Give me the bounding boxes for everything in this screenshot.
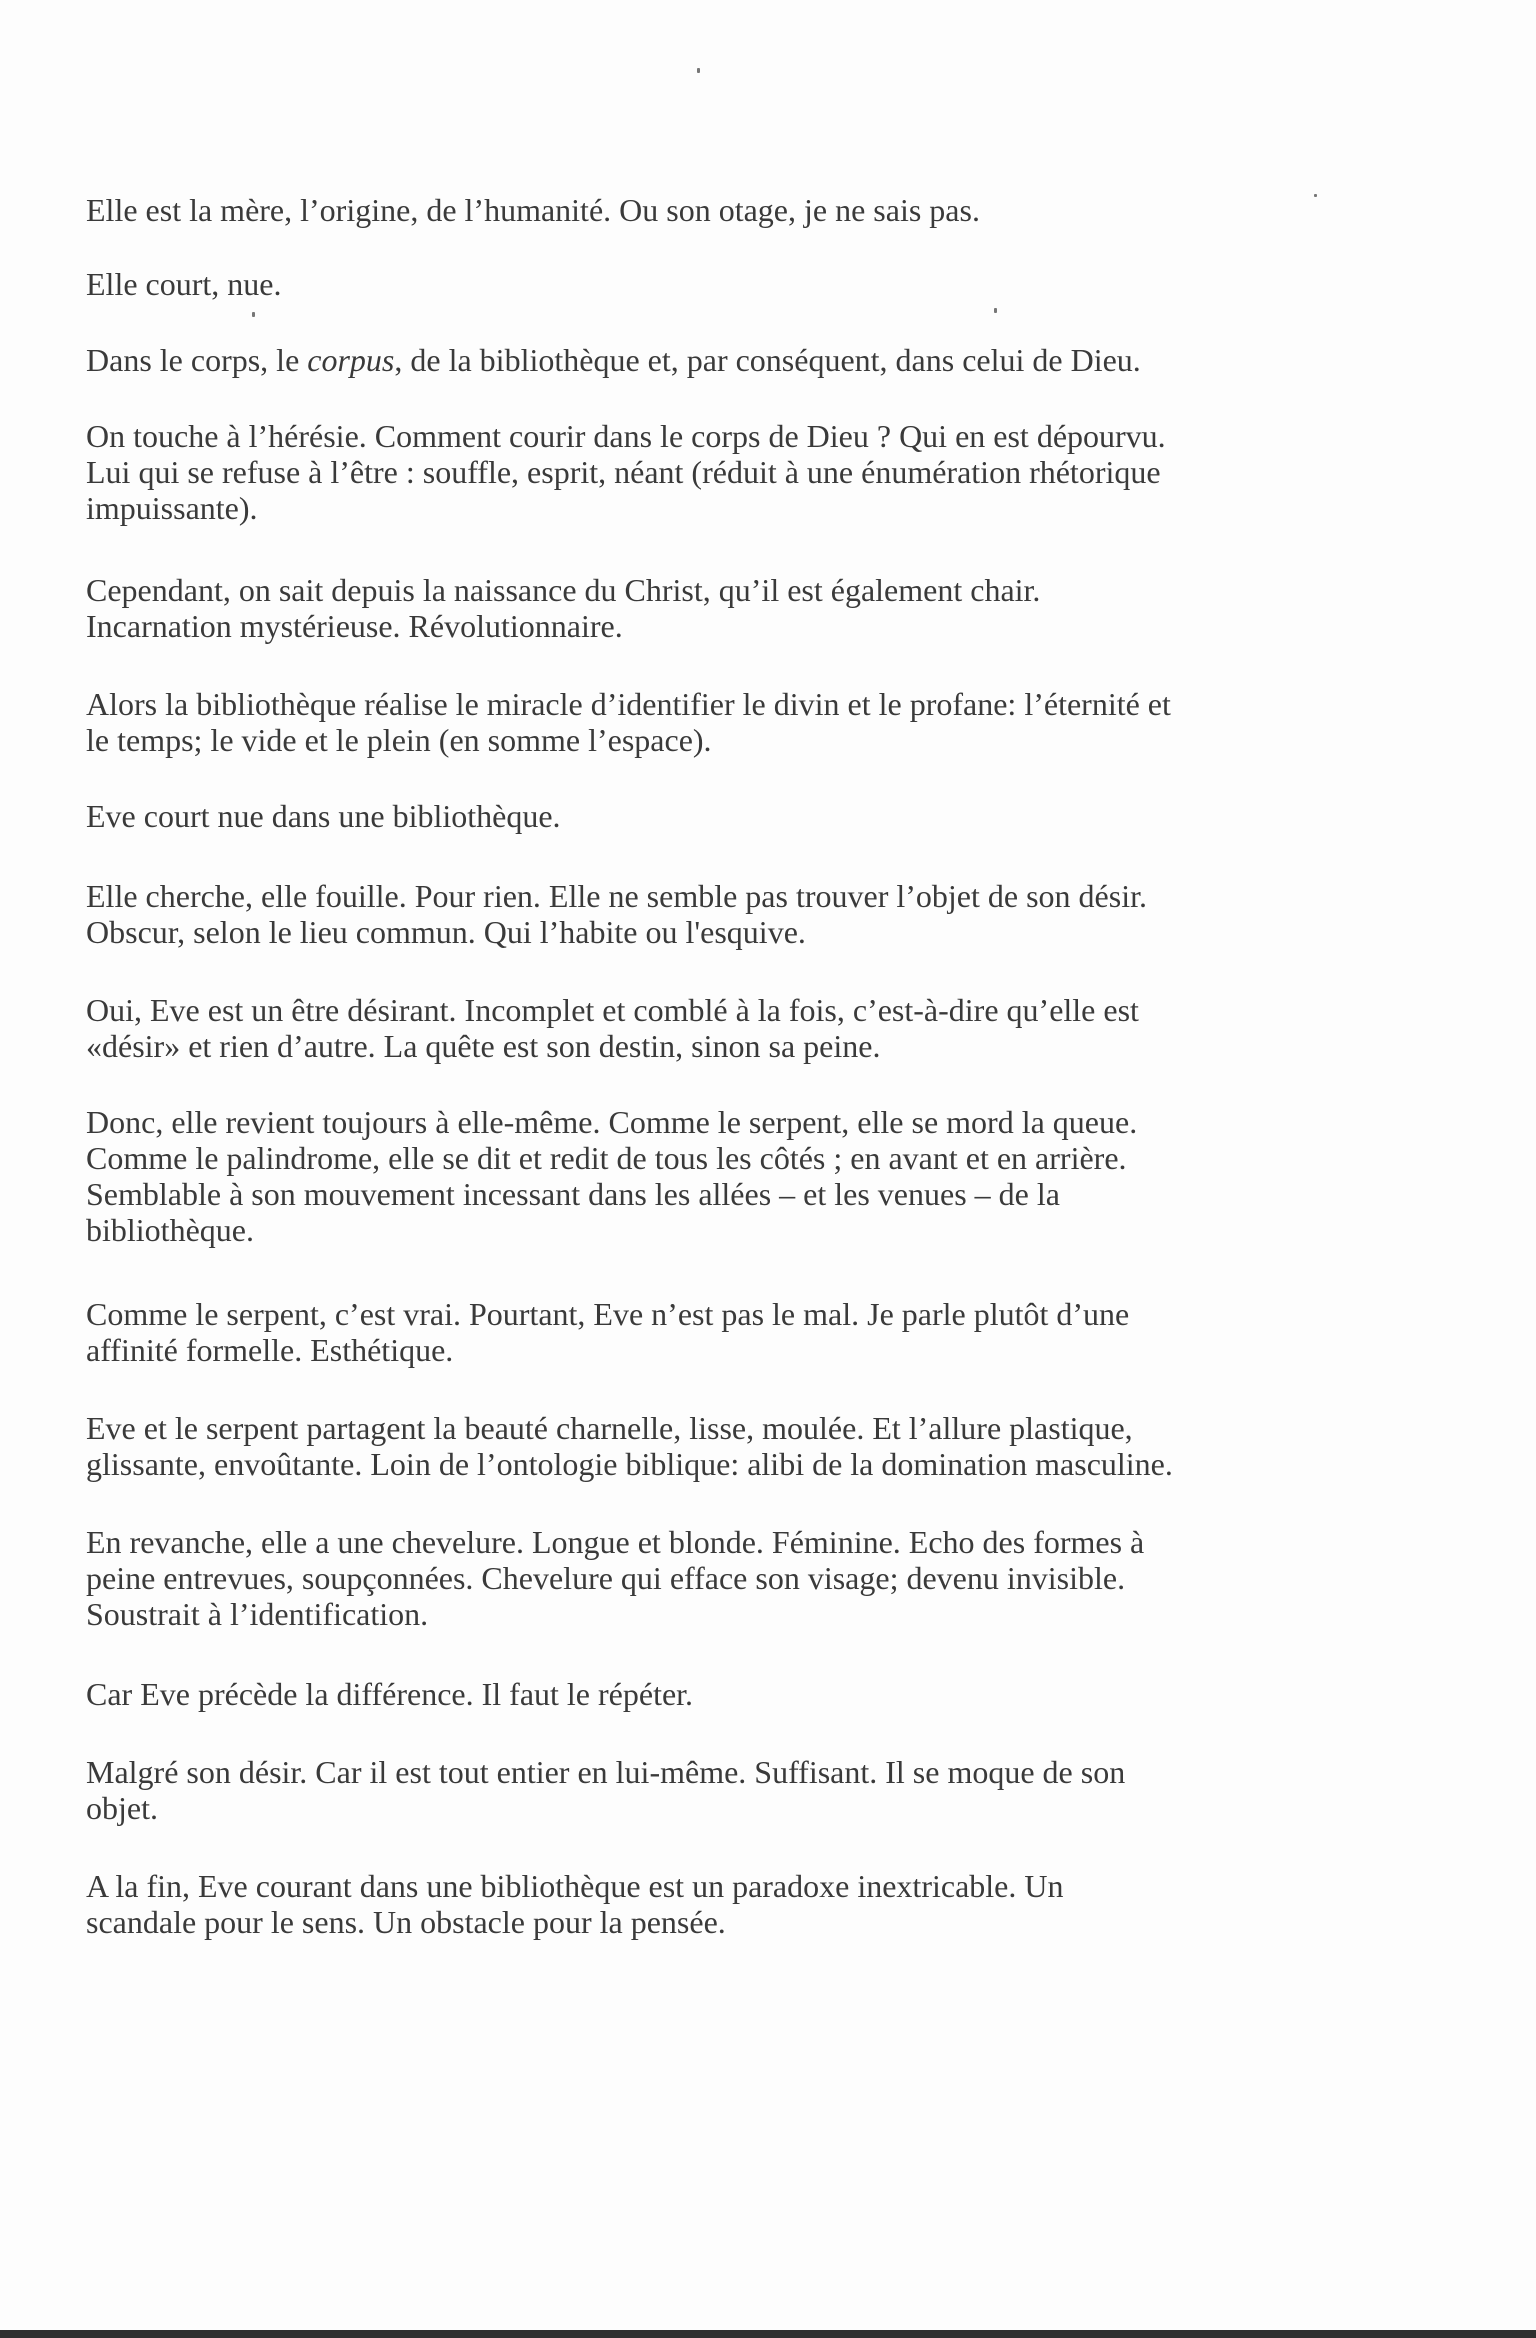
text-line: Obscur, selon le lieu commun. Qui l’habite ou l'esquive. xyxy=(86,914,806,950)
text-line: Car Eve précède la différence. Il faut le répéter. xyxy=(86,1676,694,1712)
text-line: Cependant, on sait depuis la naissance du Christ, qu’il est également chair. xyxy=(86,572,1041,608)
text-line: Malgré son désir. Car il est tout entier en lui-même. Suffisant. Il se moque de son xyxy=(86,1754,1126,1790)
text-line: Oui, Eve est un être désirant. Incomplet et comblé à la fois, c’est-à-dire qu’elle est xyxy=(86,992,1139,1028)
text-line: Semblable à son mouvement incessant dans les allées – et les venues – de la xyxy=(86,1176,1060,1212)
text-line: Incarnation mystérieuse. Révolutionnaire. xyxy=(86,608,623,644)
paragraph-16 xyxy=(86,1868,1416,1940)
text-line: Comme le serpent, c’est vrai. Pourtant, Eve n’est pas le mal. Je parle plutôt d’une xyxy=(86,1296,1130,1332)
text-line: Donc, elle revient toujours à elle-même. Comme le serpent, elle se mord la queue. xyxy=(86,1104,1138,1140)
text-line: Eve court nue dans une bibliothèque. xyxy=(86,798,561,834)
text-line: Elle est la mère, l’origine, de l’humanité. Ou son otage, je ne sais pas. xyxy=(86,192,980,228)
paragraph-1 xyxy=(86,192,1416,228)
text-line: affinité formelle. Esthétique. xyxy=(86,1332,454,1368)
scan-speck xyxy=(994,308,997,313)
text-line: le temps; le vide et le plein (en somme l’espace). xyxy=(86,722,712,758)
paragraph-12 xyxy=(86,1410,1416,1482)
text-line: En revanche, elle a une chevelure. Longue et blonde. Féminine. Echo des formes à xyxy=(86,1524,1145,1560)
text-line: Elle cherche, elle fouille. Pour rien. Elle ne semble pas trouver l’objet de son désir. xyxy=(86,878,1147,914)
text-line: peine entrevues, soupçonnées. Chevelure qui efface son visage; devenu invisible. xyxy=(86,1560,1126,1596)
paragraph-7 xyxy=(86,798,1416,834)
paragraph-3 xyxy=(86,342,1416,378)
text-run: Dans le corps, le xyxy=(86,342,308,378)
text-line: scandale pour le sens. Un obstacle pour la pensée. xyxy=(86,1904,726,1940)
paragraph-4 xyxy=(86,418,1416,526)
scan-bottom-edge xyxy=(0,2330,1536,2338)
text-line xyxy=(86,342,1416,378)
text-line: impuissante). xyxy=(86,490,258,526)
paragraph-9 xyxy=(86,992,1416,1064)
text-line: Soustrait à l’identification. xyxy=(86,1596,429,1632)
text-line: glissante, envoûtante. Loin de l’ontologie biblique: alibi de la domination masculine. xyxy=(86,1446,1173,1482)
text-line: Alors la bibliothèque réalise le miracle d’identifier le divin et le profane: l’éternité et xyxy=(86,686,1171,722)
paragraph-14 xyxy=(86,1676,1416,1712)
paragraph-10 xyxy=(86,1104,1416,1248)
text-run: , de la bibliothèque et, par conséquent, dans celui de Dieu. xyxy=(394,342,1141,378)
scan-speck xyxy=(252,312,255,317)
paragraph-8 xyxy=(86,878,1416,950)
paragraph-13 xyxy=(86,1524,1416,1632)
paragraph-5 xyxy=(86,572,1416,644)
paragraph-11 xyxy=(86,1296,1416,1368)
paragraph-6 xyxy=(86,686,1416,758)
paragraph-2 xyxy=(86,266,1416,302)
text-line: Comme le palindrome, elle se dit et redit de tous les côtés ; en avant et en arrière. xyxy=(86,1140,1127,1176)
text-line: A la fin, Eve courant dans une bibliothèque est un paradoxe inextricable. Un xyxy=(86,1868,1064,1904)
text-line: Eve et le serpent partagent la beauté charnelle, lisse, moulée. Et l’allure plastique, xyxy=(86,1410,1133,1446)
scan-speck xyxy=(697,68,700,73)
text-line: Elle court, nue. xyxy=(86,266,282,302)
italic-term: corpus xyxy=(307,342,395,378)
text-line: objet. xyxy=(86,1790,158,1826)
text-line: Lui qui se refuse à l’être : souffle, esprit, néant (réduit à une énumération rhétorique xyxy=(86,454,1161,490)
text-line: On touche à l’hérésie. Comment courir dans le corps de Dieu ? Qui en est dépourvu. xyxy=(86,418,1166,454)
text-line: bibliothèque. xyxy=(86,1212,254,1248)
text-line: «désir» et rien d’autre. La quête est son destin, sinon sa peine. xyxy=(86,1028,881,1064)
paragraph-15 xyxy=(86,1754,1416,1826)
